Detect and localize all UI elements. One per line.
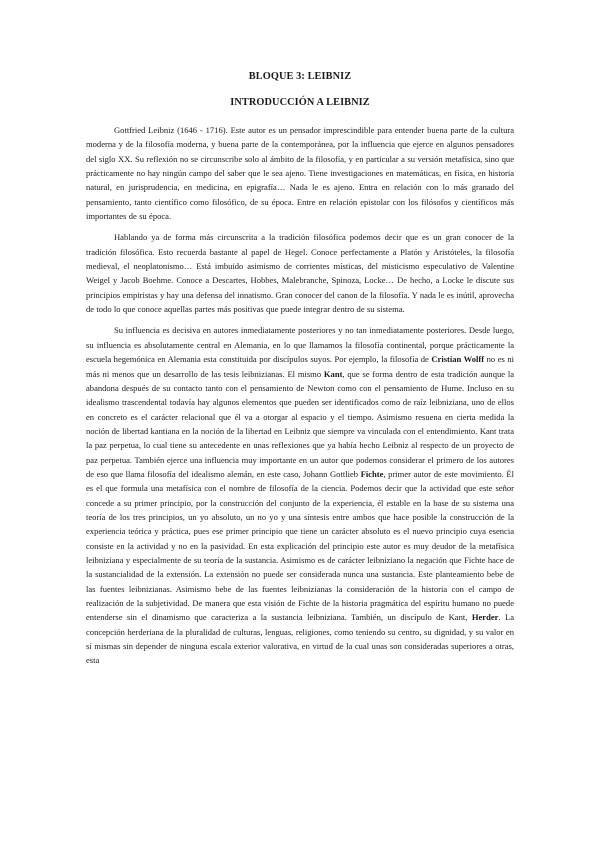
influence-text-4: , primer autor de este movimiento. Él es el que formula una metafísica con el nombre de filosofía de la ciencia. Podemos decir que la actividad que este señor concede a su primer principio, por la construcción del conjunto de la experiencia, él estable en la base de su sistema una teoría de los tres principios, un yo absoluto, un no yo y una síntesis entre ambos que hace posible la construcción de la experiencia teórica y práctica, pues ese primer principio que tiene un carácter absoluto es el nuevo principio cuya esencia consiste en la actividad y no en la pasividad. En esta explicación del principio este autor es muy deudor de la metafísica leibniziana y especialmente de su teoría de la sustancia. Asimismo es de carácter leibniziano la negación que Fichte hace de la sustancialidad de la extensión. La extensión no puede ser considerada nunca una sustancia. Este planteamiento bebe de las fuentes leibnizianas. Asimismo bebe de las fuentes leibnizianas la consideración de la historia con el campo de realización de la subjetividad. De manera que esta visión de Fichte de la historia pragmática del espíritu humano no puede entenderse sin el dinamismo que caracteriza a la sustancia leibniziana. También, un discípulo de Kant, (86, 468, 514, 623)
section-subheading: INTRODUCCIÓN A LEIBNIZ (230, 97, 370, 108)
name-herder: Herder (471, 612, 499, 623)
paragraph-influence (86, 323, 514, 667)
name-fichte: Fichte (360, 468, 384, 479)
influence-text-3: , que se forma dentro de esta tradición aunque la abandona después de su contacto tanto con el pensamiento de Newton como con el pensamiento de Hume. Incluso en su idealismo trascendental todavía hay algunos elementos que pueden ser identificados como de raíz leibniziana, uno de ellos en concreto es el carácter relacional que él va a otorgar al espacio y el tiempo. Asimismo resuena en cierta medida la noción de libertad kantiana en la noción de la libertad en Leibniz que siempre va vinculada con el entendimiento. Kant trata la paz perpetua, lo cual tiene su antecedente en unas reflexiones que ya había hecho Leibniz al respecto de un proyecto de paz perpetua. También ejerce una influencia muy importante en un autor que podemos considerar el primero de los autores de eso que llama filosofía del idealismo alemán, en este caso, Johann Gottlieb (86, 368, 514, 479)
paragraph-intro: Gottfried Leibniz (1646 - 1716). Este autor es un pensador imprescindible para entender buena parte de la cultura moderna y de la filosofía moderna, y buena parte de la contemporánea, por la influencia que ejerce en algunos pensadores del siglo XX. Su reflexión no se circunscribe solo al ámbito de la filosofía, y en particular a su versión metafísica, sino que prácticamente no hay ningún campo del saber que le sea ajeno. Tiene investigaciones en matemáticas, en física, en historia natural, en jurisprudencia, en medicina, en epigrafía… Nada le es ajeno. Entra en relación con lo más granado del pensamiento, tanto científico como filosófico, de su época. Entre en relación epistolar con los filósofos y científicos más importantes de su época. (86, 125, 514, 222)
influence-text-1: Su influencia es decisiva en autores inmediatamente posteriores y no tan inmediatamente posteriores. Desde luego, su influencia es absolutamente central en Alemania, en lo que llamamos la filosofía continental, porque prácticamente la escuela hegemónica en Alemania esta constituida por discípulos suyos. Por ejemplo, la filosofía de (86, 325, 514, 365)
influence-text-5: . La concepción herderiana de la pluralidad de culturas, lenguas, religiones, como teniendo su centro, su dignidad, y su valor en sí mismas sin depender de ninguna escala exterior valorativa, en virtud de la cual unas son consideradas superiores a otras, esta (86, 612, 514, 666)
block-heading: BLOQUE 3: LEIBNIZ (248, 71, 352, 82)
name-wolff: Cristian Wolff (431, 354, 485, 365)
document-body (86, 123, 514, 668)
document-page (86, 70, 514, 840)
paragraph-tradition: Hablando ya de forma más circunscrita a la tradición filosófica podemos decir que es un gran conocer de la tradición filosófica. Esto recuerda bastante al papel de Hegel. Conoce perfectamente a Platón y Aristóteles, la filosofía medieval, el neoplatonismo… Está imbuido asimismo de corrientes místicas, del misticismo especulativo de Valentine Weigel y Jacob Boehme. Conoce a Descartes, Hobbes, Malebranche, Spinoza, Locke… De hecho, a Locke le discute sus principios empiristas y hay una defensa del innatismo. Gran conocer del canon de la filosofía. Y nada le es inútil, aprovecha de todo lo que conoce aquellas partes más positivas que puede integrar dentro de su sistema. (86, 232, 514, 315)
name-kant: Kant (323, 368, 343, 379)
influence-text-2: no es ni más ni menos que un desarrollo de las tesis leibnizianas. El mismo (86, 354, 514, 379)
